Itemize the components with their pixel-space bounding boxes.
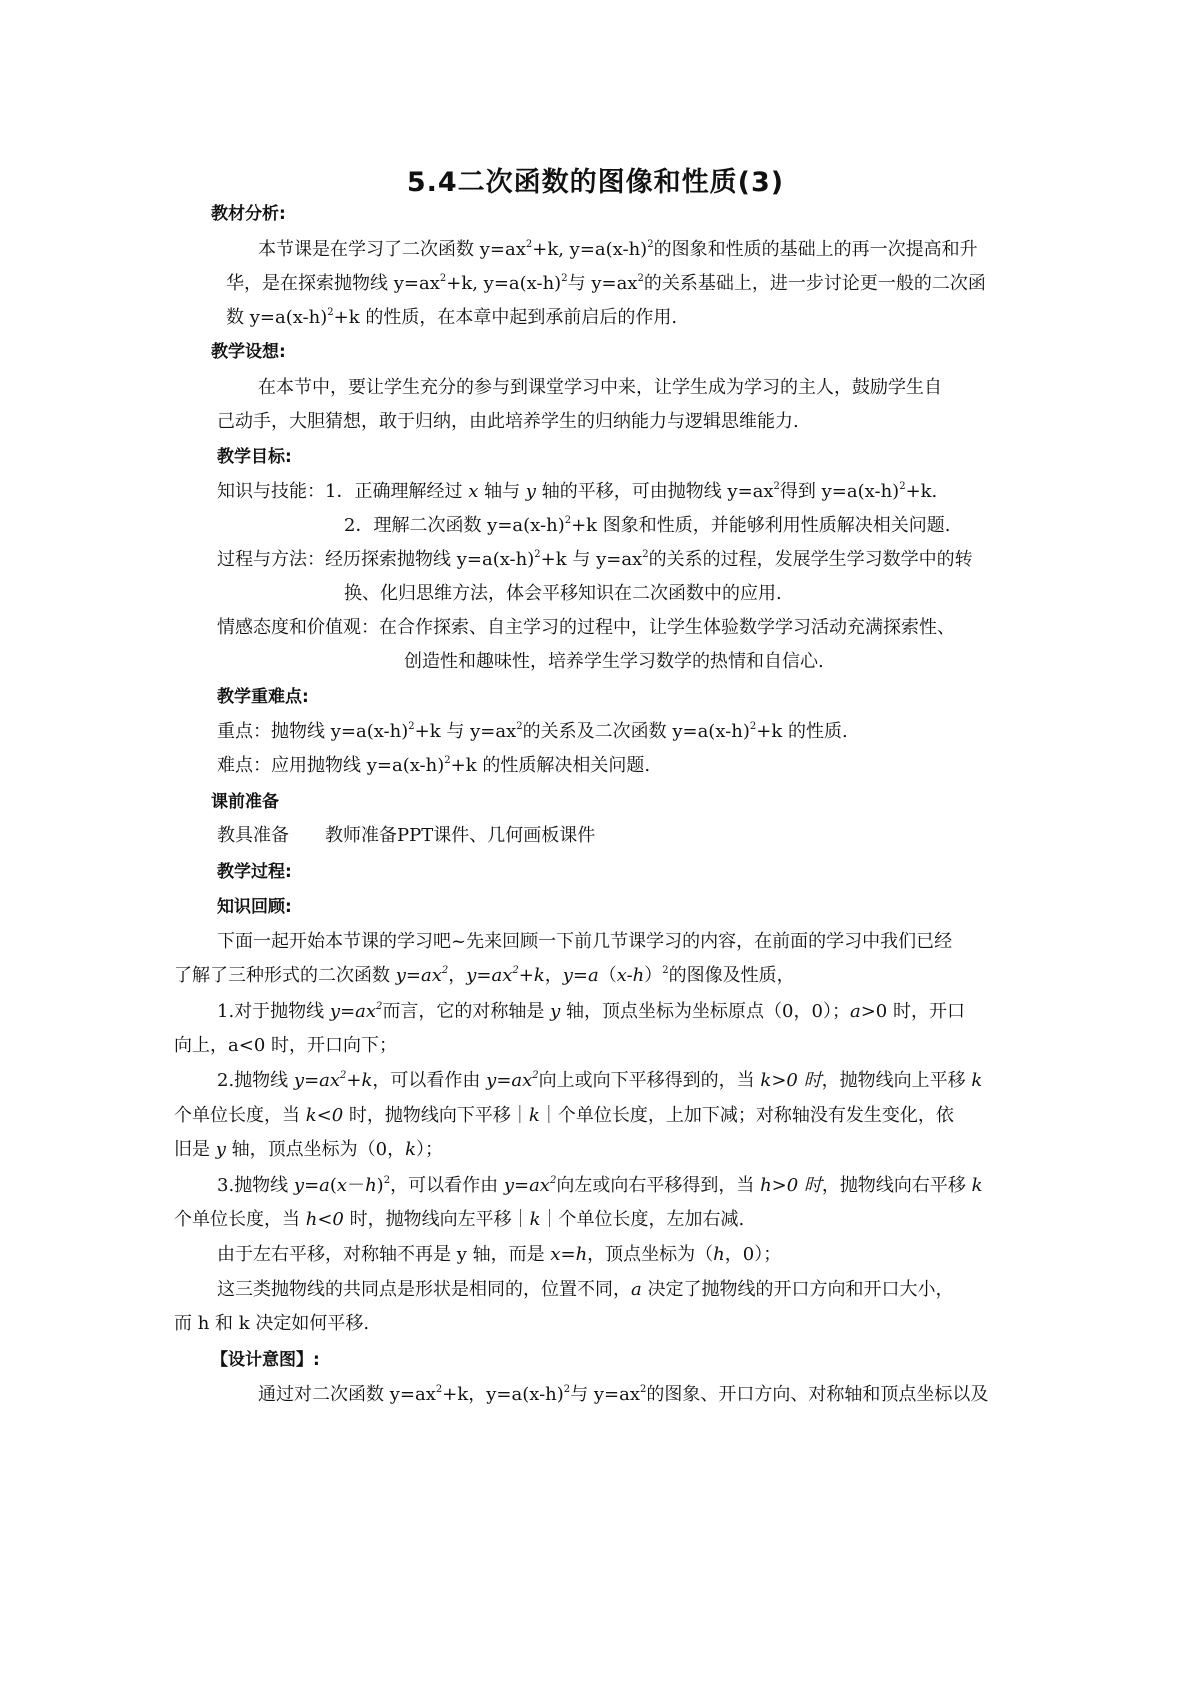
paragraph-line: 1.对于抛物线 $y=ax^2$而言，它的对称轴是 y 轴，顶点坐标为坐标原点（0，0）；a>0 时，开口 <box>217 1001 965 1022</box>
page-title: 5.4二次函数的图像和性质(3) <box>406 167 785 198</box>
paragraph-line: 下面一起开始本节课的学习吧~先来回顾一下前几节课学习的内容，在前面的学习中我们已经 <box>217 931 953 952</box>
paragraph-line: 华，是在探索抛物线 $y=ax^2+k$, $y=a(x-h)^2$与 $y=ax^2$的关系基础上，进一步讨论更一般的二次函 <box>226 273 986 294</box>
paragraph-line: 而 h 和 k 决定如何平移. <box>174 1313 370 1334</box>
paragraph-line: 在本节中，要让学生充分的参与到课堂学习中来，让学生成为学习的主人，鼓励学生自 <box>258 377 942 398</box>
paragraph-line: 了解了三种形式的二次函数 $y=ax^2$，$y=ax^2+k$，$y=a(x-h)^2$的图像及性质， <box>174 965 795 986</box>
goal-line: 创造性和趣味性，培养学生学习数学的热情和自信心. <box>404 651 824 672</box>
paragraph-line: 数 $y=a(x-h)^2+k$ 的性质，在本章中起到承前启后的作用. <box>226 307 678 328</box>
paragraph-line: 向上，a<0 时，开口向下； <box>174 1035 397 1056</box>
paragraph-line: 这三类抛物线的共同点是形状是相同的，位置不同，a 决定了抛物线的开口方向和开口大小， <box>217 1279 954 1300</box>
goal-line: 知识与技能：1．正确理解经过 x 轴与 y 轴的平移，可由抛物线 $y=ax^2$得到 $y=a(x-h)^2+k$. <box>217 481 938 502</box>
key-point-line: 重点：抛物线 $y=a(x-h)^2+k$ 与 $y=ax^2$的关系及二次函数 $y=a(x-h)^2+k$ 的性质. <box>217 721 848 742</box>
preparation-line: 教具准备 教师准备PPT课件、几何画板课件 <box>217 825 596 846</box>
paragraph-line: 2.抛物线 $y=ax^2+k$，可以看作由 $y=ax^2$向上或向下平移得到的，当 k>0 时，抛物线向上平移 k <box>217 1070 983 1091</box>
heading-material-analysis: 教材分析: <box>211 204 286 224</box>
paragraph-line: 旧是 y 轴，顶点坐标为（0，k）； <box>174 1139 444 1160</box>
paragraph-line: 由于左右平移，对称轴不再是 y 轴，而是 x=h，顶点坐标为（h，0）； <box>217 1244 782 1265</box>
paragraph-line: 通过对二次函数 $y=ax^2+k$，$y=a(x-h)^2$与 $y=ax^2$的图象、开口方向、对称轴和顶点坐标以及 <box>258 1384 989 1405</box>
paragraph-line: 本节课是在学习了二次函数 $y=ax^2+k$, $y=a(x-h)^2$的图象和性质的基础上的再一次提高和升 <box>258 239 978 260</box>
heading-teaching-goals: 教学目标: <box>217 447 292 467</box>
paragraph-line: 个单位长度，当 k<0 时，抛物线向下平移｜k｜个单位长度，上加下减；对称轴没有发生变化，依 <box>174 1105 954 1126</box>
heading-preparation: 课前准备 <box>211 792 279 812</box>
difficult-point-line: 难点：应用抛物线 $y=a(x-h)^2+k$ 的性质解决相关问题. <box>217 755 651 776</box>
paragraph-line: 3.抛物线 $y=a(x-h)^2$，可以看作由 $y=ax^2$向左或向右平移得到，当 h>0 时，抛物线向右平移 k <box>217 1175 983 1196</box>
goal-line: 换、化归思维方法，体会平移知识在二次函数中的应用. <box>344 583 782 604</box>
goal-line: 情感态度和价值观：在合作探索、自主学习的过程中，让学生体验数学学习活动充满探索性、 <box>217 617 955 638</box>
heading-teaching-process: 教学过程: <box>217 862 292 882</box>
goal-line: 过程与方法：经历探索抛物线 $y=a(x-h)^2+k$ 与 $y=ax^2$的关系的过程，发展学生学习数学中的转 <box>217 549 973 570</box>
goal-line: 2．理解二次函数 $y=a(x-h)^2+k$ 图象和性质，并能够利用性质解决相关问题. <box>344 515 951 536</box>
paragraph-line: 个单位长度，当 h<0 时，抛物线向左平移｜k｜个单位长度，左加右减. <box>174 1209 745 1230</box>
paragraph-line: 己动手，大胆猜想，敢于归纳，由此培养学生的归纳能力与逻辑思维能力. <box>217 411 799 432</box>
heading-teaching-idea: 教学设想: <box>211 342 286 362</box>
heading-design-intent: 【设计意图】: <box>211 1350 320 1370</box>
heading-knowledge-review: 知识回顾: <box>217 897 292 917</box>
heading-key-points: 教学重难点: <box>217 687 309 707</box>
